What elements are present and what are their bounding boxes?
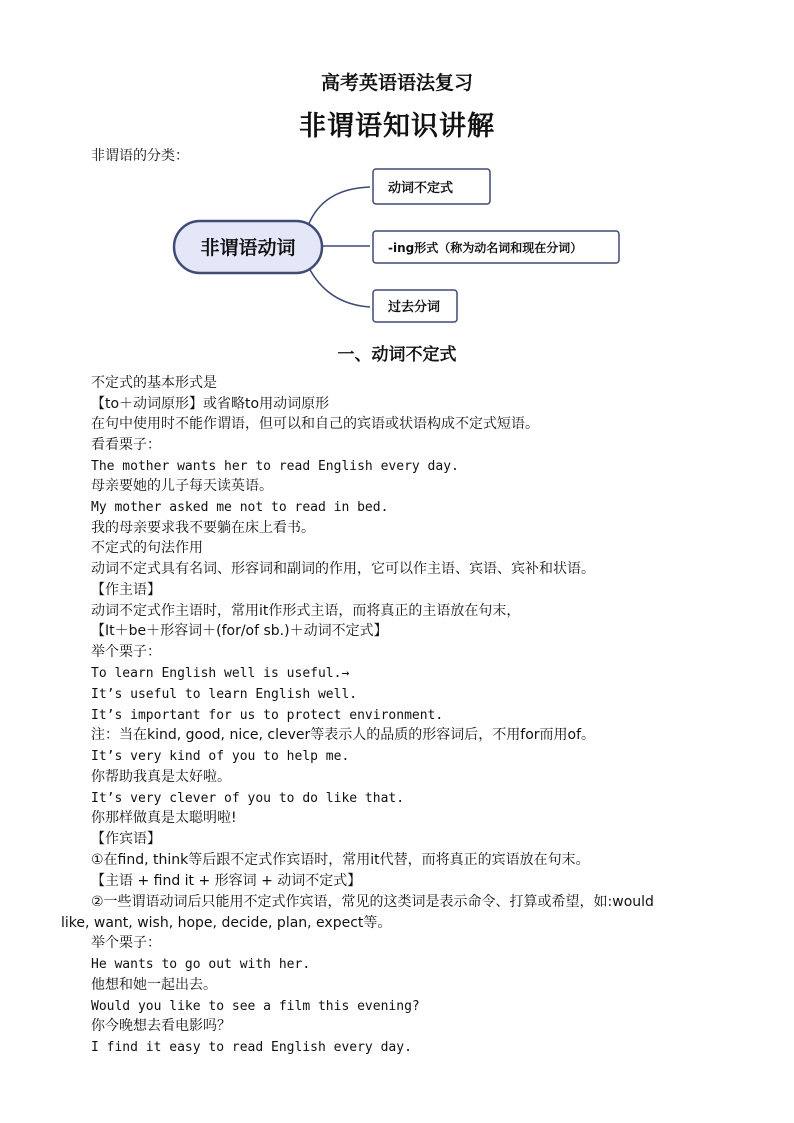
text-line: 注：当在kind, good, nice, clever等表示人的品质的形容词后，不用for而用of。 (91, 727, 596, 743)
example-sentence: The mother wants her to read English every day. (91, 459, 459, 474)
text-line: 【It＋be＋形容词＋(for/of sb.)＋动词不定式】 (91, 623, 388, 639)
text-line: 他想和她一起出去。 (91, 977, 217, 993)
connector-1 (308, 187, 370, 226)
text-line: 【作宾语】 (91, 831, 161, 847)
mind-map-root-node (174, 221, 322, 273)
text-line: ②一些谓语动词后只能用不定式作宾语，常见的这类词是表示命令、打算或希望，如:would (91, 894, 654, 910)
text-line: ①在find, think等后跟不定式作宾语时，常用it代替，而将真正的宾语放在句末。 (91, 852, 590, 868)
text-line: 动词不定式作主语时，常用it作形式主语，而将真正的主语放在句末， (91, 603, 521, 619)
mind-map-branch-label: -ing形式（称为动名词和现在分词） (388, 241, 583, 255)
mind-map (0, 160, 794, 330)
text-line: like, want, wish, hope, decide, plan, expect等。 (61, 915, 392, 931)
text-line: 举个栗子： (91, 935, 161, 951)
section-heading: 一、动词不定式 (337, 345, 457, 365)
mind-map-branch-label: 过去分词 (388, 300, 441, 315)
text-line: 母亲要她的儿子每天读英语。 (91, 478, 273, 494)
example-sentence: It’s very kind of you to help me. (91, 749, 350, 764)
mind-map-branch-label: 动词不定式 (388, 181, 454, 196)
example-sentence: It’s very clever of you to do like that. (91, 791, 405, 806)
example-sentence: My mother asked me not to read in bed. (91, 500, 389, 515)
example-sentence: It’s useful to learn English well. (91, 687, 358, 702)
mind-map-root-label: 非谓语动词 (200, 237, 296, 259)
text-line: 【to＋动词原形】或省略to用动词原形 (91, 396, 330, 412)
example-sentence: Would you like to see a film this evening? (91, 999, 420, 1014)
mind-map-branch-2 (373, 231, 619, 263)
text-line: 你今晚想去看电影吗？ (91, 1018, 231, 1034)
connector-3 (308, 266, 370, 307)
text-line: 举个栗子： (91, 644, 161, 660)
example-sentence: It’s important for us to protect environment. (91, 708, 444, 723)
text-line: 看看栗子： (91, 437, 161, 453)
text-line: 我的母亲要求我不要躺在床上看书。 (91, 520, 315, 536)
page-title: 高考英语语法复习 (320, 72, 473, 94)
mind-map-branch-3 (373, 290, 457, 322)
text-line: 在句中使用时不能作谓语，但可以和自己的宾语或状语构成不定式短语。 (91, 416, 539, 432)
intro-text: 非谓语的分类： (91, 148, 189, 164)
page-subtitle: 非谓语知识讲解 (299, 111, 495, 142)
text-line: 你那样做真是太聪明啦! (91, 810, 237, 826)
text-line: 【主语 + find it + 形容词 + 动词不定式】 (91, 873, 362, 889)
mind-map-branch-1 (373, 169, 490, 204)
example-sentence: I find it easy to read English every day. (91, 1040, 412, 1055)
example-sentence: To learn English well is useful.→ (91, 666, 350, 681)
text-line: 不定式的基本形式是 (91, 375, 217, 391)
text-line: 不定式的句法作用 (91, 540, 203, 556)
text-line: 你帮助我真是太好啦。 (91, 769, 231, 785)
example-sentence: He wants to go out with her. (91, 957, 311, 972)
text-line: 动词不定式具有名词、形容词和副词的作用，它可以作主语、宾语、宾补和状语。 (91, 561, 595, 577)
text-line: 【作主语】 (91, 582, 161, 598)
